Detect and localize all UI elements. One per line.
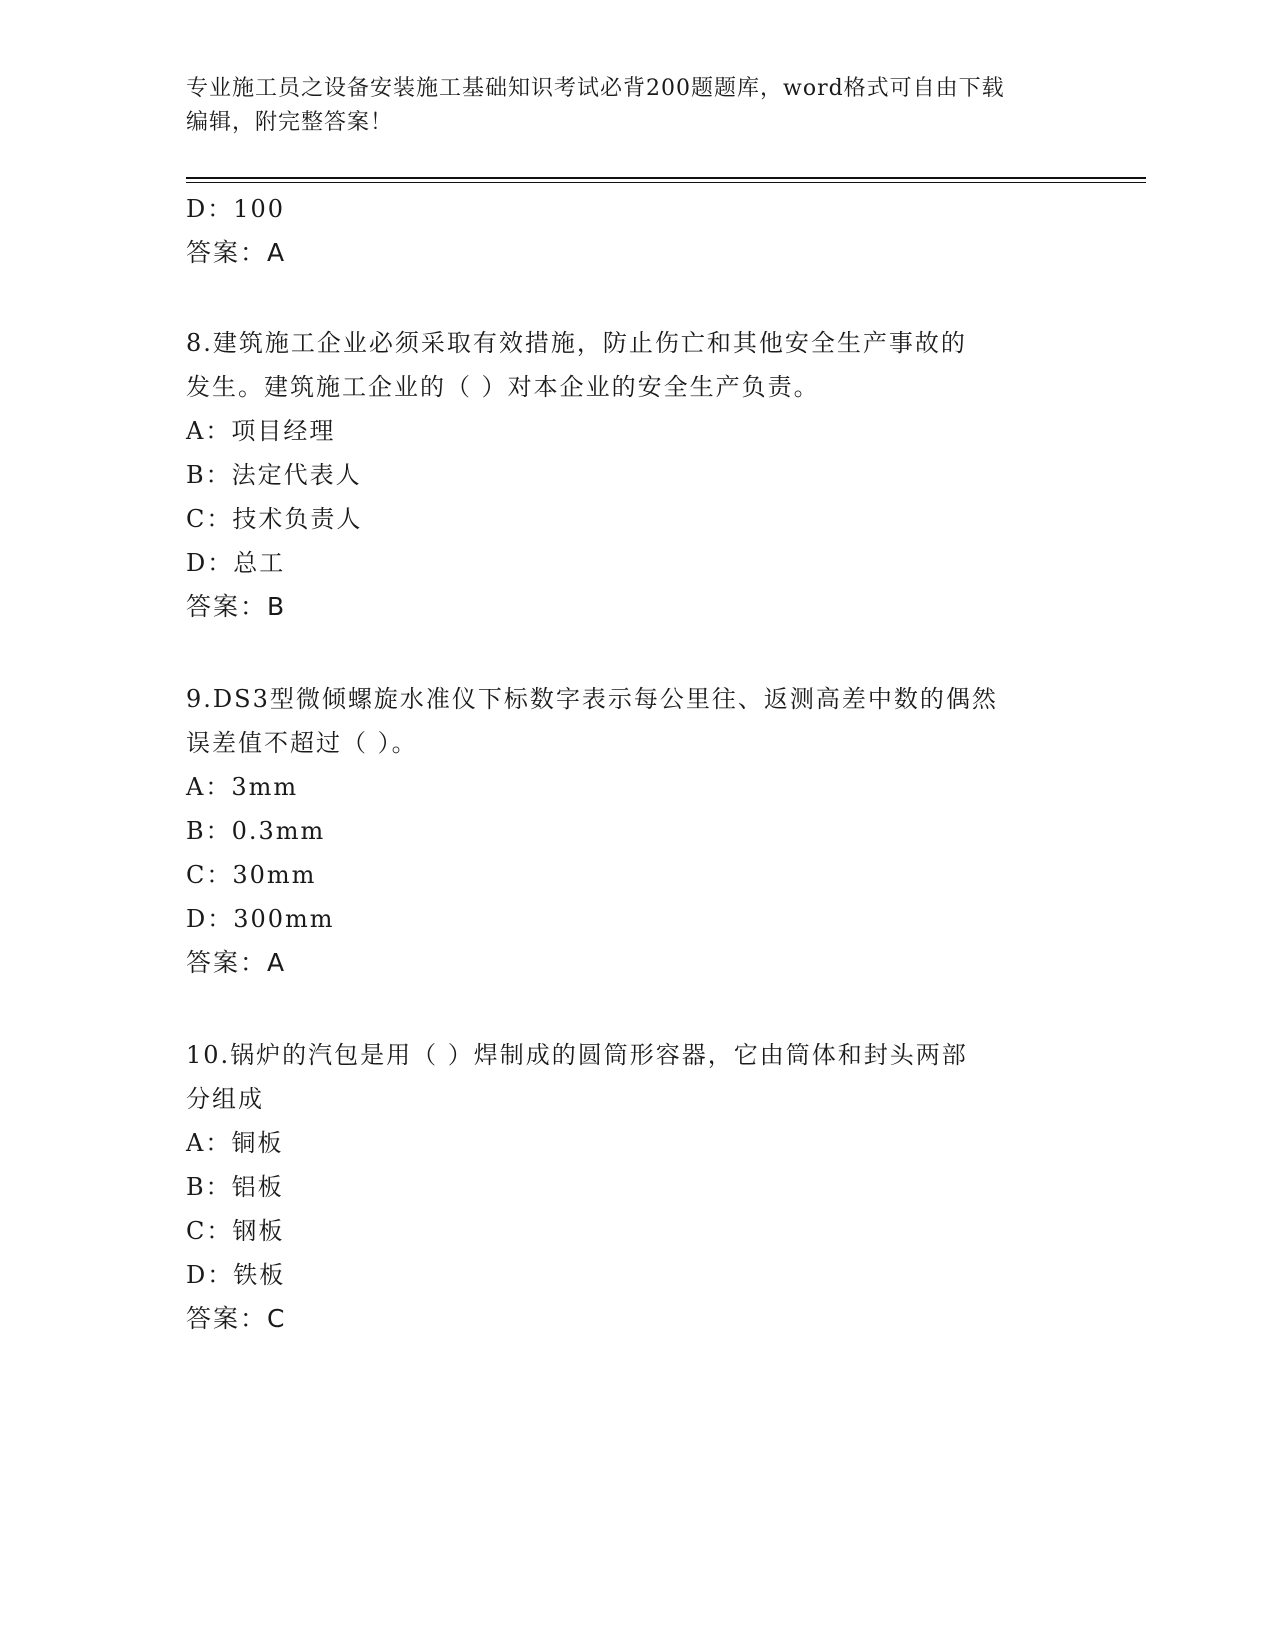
q9-stem-line1: 9.DS3型微倾螺旋水准仪下标数字表示每公里往、返测高差中数的偶然 <box>186 685 998 713</box>
q9-option-d: D：300mm <box>186 905 335 933</box>
q8-answer: 答案：B <box>186 592 287 621</box>
q10-option-c: C：钢板 <box>186 1217 285 1245</box>
q10-answer: 答案：C <box>186 1304 287 1333</box>
prev-option-d: D：100 <box>186 195 286 223</box>
header-title-line2: 编辑，附完整答案！ <box>186 110 394 135</box>
q10-option-a: A：铜板 <box>186 1129 284 1157</box>
q10-stem-line1: 10.锅炉的汽包是用（ ）焊制成的圆筒形容器，它由筒体和封头两部 <box>186 1041 968 1069</box>
q9-answer: 答案：A <box>186 948 287 977</box>
q9-stem-line2: 误差值不超过（ ）。 <box>186 729 418 757</box>
q8-option-c: C：技术负责人 <box>186 505 363 533</box>
prev-answer: 答案：A <box>186 238 287 267</box>
q8-stem-line2: 发生。建筑施工企业的（ ）对本企业的安全生产负责。 <box>186 373 820 401</box>
q8-stem-line1: 8.建筑施工企业必须采取有效措施，防止伤亡和其他安全生产事故的 <box>186 329 967 357</box>
q10-option-d: D：铁板 <box>186 1261 286 1289</box>
header-divider <box>186 177 1146 179</box>
q8-option-b: B：法定代表人 <box>186 461 362 489</box>
q10-option-b: B：铝板 <box>186 1173 284 1201</box>
q8-option-d: D：总工 <box>186 549 286 577</box>
header-divider-thin <box>186 182 1146 183</box>
q9-option-b: B：0.3mm <box>186 817 326 845</box>
q9-option-c: C：30mm <box>186 861 317 889</box>
document-header <box>186 72 1066 140</box>
q10-stem-line2: 分组成 <box>186 1085 264 1113</box>
q9-option-a: A：3mm <box>186 773 299 801</box>
header-title-line1: 专业施工员之设备安装施工基础知识考试必背200题题库，word格式可自由下载 <box>186 76 1005 101</box>
q8-option-a: A：项目经理 <box>186 417 336 445</box>
